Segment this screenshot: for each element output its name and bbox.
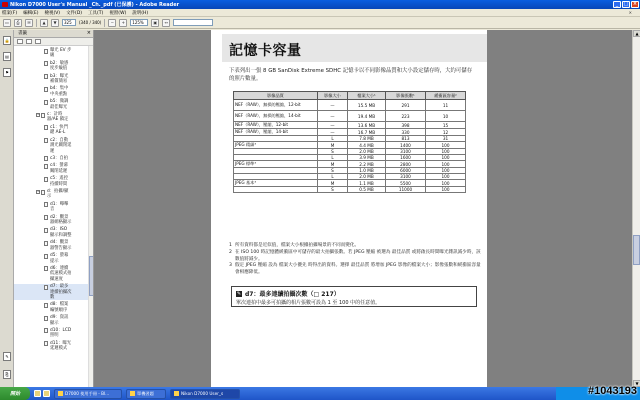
table-cell: M bbox=[318, 180, 348, 187]
table-cell: — bbox=[318, 122, 348, 129]
bookmark-label: d：拍攝/顯示 bbox=[47, 189, 69, 200]
table-row bbox=[234, 122, 466, 129]
bookmark-page-icon bbox=[44, 266, 48, 271]
bookmark-page-icon bbox=[44, 241, 48, 246]
column-header: 檔案大小¹ bbox=[348, 92, 386, 100]
pencil-icon: ✎ bbox=[236, 290, 242, 297]
bookmarks-title: 書籤 bbox=[18, 31, 27, 36]
bookmark-item[interactable] bbox=[14, 61, 93, 72]
table-cell: JPEG 精細³ bbox=[234, 142, 318, 149]
table-cell: 223 bbox=[386, 111, 426, 122]
table-cell: 291 bbox=[386, 100, 426, 111]
document-scrollbar[interactable] bbox=[632, 30, 640, 387]
browser-icon[interactable] bbox=[43, 390, 50, 397]
taskbar-item-label: 單機習題 bbox=[137, 390, 154, 396]
table-cell: 330 bbox=[386, 129, 426, 136]
bookmark-item[interactable] bbox=[14, 86, 93, 97]
footnote-number: 2 bbox=[229, 249, 232, 255]
table-cell: 100 bbox=[426, 149, 466, 155]
bookmark-label: d11：曝光延遲模式 bbox=[50, 340, 72, 352]
footnote bbox=[229, 243, 481, 250]
bookmarks-toolbar bbox=[14, 38, 93, 46]
close-button[interactable]: × bbox=[632, 1, 638, 7]
custom-setting-box bbox=[231, 286, 477, 307]
adobe-reader-icon bbox=[174, 391, 179, 396]
bookmark-item[interactable] bbox=[14, 112, 93, 123]
table-cell: 15.5 MB bbox=[348, 100, 386, 111]
bookmark-item[interactable] bbox=[14, 315, 93, 326]
collapse-icon[interactable]: − bbox=[37, 113, 40, 118]
table-cell: 4.4 MB bbox=[348, 142, 386, 149]
scroll-up-icon[interactable]: ▲ bbox=[633, 30, 640, 37]
zoom-out-icon[interactable]: − bbox=[108, 19, 116, 27]
comment-icon[interactable]: ✎ bbox=[3, 352, 11, 361]
table-cell: M bbox=[318, 142, 348, 149]
bookmark-page-icon bbox=[44, 74, 48, 79]
bookmark-item[interactable] bbox=[14, 266, 93, 282]
bookmark-label: d9：資訊顯示 bbox=[50, 315, 69, 326]
bookmark-page-icon bbox=[44, 215, 48, 220]
bookmark-item[interactable] bbox=[14, 99, 93, 110]
table-cell: 2.2 MB bbox=[348, 161, 386, 168]
bookmark-label: b4：集中中央重點 bbox=[50, 86, 69, 97]
table-cell bbox=[234, 187, 318, 193]
zoom-in-icon[interactable]: + bbox=[119, 19, 127, 27]
bookmark-page-icon bbox=[44, 61, 48, 66]
document-area[interactable] bbox=[94, 30, 632, 387]
table-cell: 10 bbox=[426, 111, 466, 122]
bookmark-page-icon bbox=[44, 100, 48, 105]
taskbar-item-label: D7000 使用手冊 - Bl... bbox=[65, 390, 110, 396]
table-cell: — bbox=[318, 129, 348, 136]
table-cell: 11 bbox=[426, 100, 466, 111]
bookmark-item[interactable] bbox=[14, 163, 93, 174]
bookmark-item[interactable] bbox=[14, 341, 93, 352]
table-cell: L bbox=[318, 136, 348, 142]
open-icon[interactable]: ▭ bbox=[3, 19, 11, 27]
table-cell: JPEG 標準³ bbox=[234, 161, 318, 168]
bookmark-page-icon bbox=[44, 303, 48, 308]
footnote-text: 在 ISO 100 時記憶體緩衝區中可儲存的最大拍攝張數。若 JPEG 壓縮 被選為 最佳品質 或將啟長時間曝光雜訊減少時，該數值將減少。 bbox=[235, 249, 481, 262]
bookmark-label: c：計時器/AE 鎖定 bbox=[47, 112, 69, 123]
column-header: 緩衝區容量² bbox=[426, 92, 466, 100]
bookmark-label: c3：自拍 bbox=[50, 155, 68, 161]
taskbar bbox=[0, 387, 640, 400]
title-bar bbox=[0, 0, 640, 9]
bookmark-label: c4：螢幕關閉延遲 bbox=[50, 163, 68, 174]
bookmark-label: c2：自動測光關閉延遲 bbox=[50, 137, 72, 154]
next-page-icon[interactable]: ▼ bbox=[51, 19, 59, 27]
bookmark-label: d8：檔案編號順序 bbox=[50, 302, 69, 313]
desktop-icon[interactable] bbox=[34, 390, 41, 397]
table-cell: 398 bbox=[386, 122, 426, 129]
table-row bbox=[234, 111, 466, 122]
toolbar bbox=[0, 17, 640, 29]
delete-bookmark-icon[interactable] bbox=[26, 39, 32, 44]
bookmarks-list bbox=[14, 46, 93, 352]
bookmark-options-icon[interactable] bbox=[17, 39, 23, 44]
bookmark-page-icon bbox=[44, 341, 48, 346]
table-cell: 1.0 MB bbox=[348, 168, 386, 174]
table-cell: 16.7 MB bbox=[348, 129, 386, 136]
bookmarks-panel bbox=[14, 30, 94, 387]
table-cell: NEF（RAW），壓縮，14-bit bbox=[234, 129, 318, 136]
footnote-number: 1 bbox=[229, 243, 232, 248]
table-cell: 2.0 MB bbox=[348, 149, 386, 155]
table-row bbox=[234, 180, 466, 187]
folder-icon bbox=[130, 391, 135, 396]
toolbar-separator bbox=[36, 19, 37, 27]
bookmark-label: c5：遙控持續時間 bbox=[50, 176, 68, 187]
bookmark-label: d6：連續低速模式拍攝速度 bbox=[50, 265, 72, 282]
table-cell: 813 bbox=[386, 136, 426, 142]
table-header-row bbox=[234, 92, 466, 100]
menu-view[interactable]: 檢視(V) bbox=[44, 10, 61, 16]
menu-tools[interactable]: 工具(T) bbox=[88, 10, 104, 16]
table-cell: 100 bbox=[426, 161, 466, 168]
table-cell: S bbox=[318, 187, 348, 193]
footnote bbox=[229, 263, 481, 277]
table-cell: 15 bbox=[426, 122, 466, 129]
page-count: (340 / 340) bbox=[79, 20, 102, 25]
bookmark-page-icon bbox=[44, 228, 48, 233]
table-cell: L bbox=[318, 155, 348, 161]
table-cell: 5500 bbox=[386, 180, 426, 187]
column-header: 影像品質 bbox=[234, 92, 318, 100]
table-cell: 13.6 MB bbox=[348, 122, 386, 129]
bookmark-label: b2：敏感度步級值 bbox=[50, 60, 69, 72]
scroll-down-icon[interactable]: ▼ bbox=[633, 380, 640, 387]
bookmark-item[interactable] bbox=[14, 253, 93, 264]
taskbar-item-active[interactable] bbox=[170, 389, 240, 399]
bookmark-item[interactable] bbox=[14, 202, 93, 213]
bookmarks-header bbox=[14, 30, 93, 38]
table-cell: S bbox=[318, 149, 348, 155]
menu-bar bbox=[0, 9, 640, 17]
table-cell: 1.1 MB bbox=[348, 180, 386, 187]
bookmark-page-icon bbox=[44, 316, 48, 321]
table-cell: 100 bbox=[426, 155, 466, 161]
bookmark-item[interactable] bbox=[14, 156, 93, 162]
bookmark-item[interactable] bbox=[14, 125, 93, 136]
collapse-icon[interactable]: − bbox=[37, 190, 40, 195]
table-cell: 11000 bbox=[386, 187, 426, 193]
pages-icon[interactable]: ▤ bbox=[3, 52, 11, 61]
table-cell: 31 bbox=[426, 136, 466, 142]
scrollbar-thumb[interactable] bbox=[633, 235, 640, 265]
table-cell: 100 bbox=[426, 180, 466, 187]
bookmark-page-icon bbox=[44, 138, 48, 143]
bookmark-page-icon bbox=[44, 87, 48, 92]
print-icon[interactable]: ⎙ bbox=[14, 19, 22, 27]
taskbar-item[interactable] bbox=[54, 389, 122, 399]
table-row bbox=[234, 100, 466, 111]
table-cell: 100 bbox=[426, 168, 466, 174]
footnote-text: 假定 JPEG 壓縮 設為 檔案大小優先 時得出的資料。選擇 最佳品質 將增加 JPEG 影像的檔案大小；影像張數和緩衝區容量會相應降低。 bbox=[235, 263, 481, 276]
page-number-input[interactable]: 325 bbox=[62, 19, 76, 26]
bookmark-page-icon bbox=[44, 328, 48, 333]
bookmark-item[interactable] bbox=[14, 227, 93, 238]
table-row bbox=[234, 161, 466, 168]
table-cell: NEF（RAW），壓縮，12-bit bbox=[234, 122, 318, 129]
search-input[interactable] bbox=[173, 19, 213, 26]
bookmark-item[interactable] bbox=[14, 302, 93, 313]
bookmark-item[interactable] bbox=[14, 284, 93, 300]
bookmark-label: b5：微調最佳曝光 bbox=[50, 99, 69, 110]
bookmark-label: b3：曝光補償簡易 bbox=[50, 73, 69, 85]
table-cell: 3100 bbox=[386, 149, 426, 155]
quick-launch bbox=[34, 390, 50, 397]
table-cell: L bbox=[318, 174, 348, 180]
page-title: 記憶卡容量 bbox=[229, 43, 302, 59]
zoom-select[interactable]: 125% bbox=[130, 19, 148, 26]
email-icon[interactable]: ✉ bbox=[25, 19, 33, 27]
bookmark-page-icon bbox=[44, 177, 48, 182]
footnote bbox=[229, 250, 481, 264]
image-id-watermark: #1043193 bbox=[588, 385, 637, 397]
adobe-reader-icon bbox=[2, 2, 8, 7]
page-intro: 下表列出一張 8 GB SanDisk Extreme SDHC 記憶卡以不同影像品質和大小設定儲存時，大約可儲存的照片數量。 bbox=[229, 68, 473, 82]
table-cell: 3100 bbox=[386, 174, 426, 180]
bookmark-page-icon bbox=[44, 202, 48, 207]
bookmark-icon[interactable]: ⚑ bbox=[3, 68, 11, 77]
taskbar-item-label: Nikon D7000 User_s bbox=[181, 391, 224, 396]
bookmark-label: d5：螢幕提示 bbox=[50, 253, 69, 264]
table-cell: 19.4 MB bbox=[348, 111, 386, 122]
bookmark-label: d10：LCD 照明 bbox=[50, 327, 72, 339]
bookmark-item[interactable] bbox=[14, 48, 93, 59]
table-cell: 2800 bbox=[386, 161, 426, 168]
table-cell: 100 bbox=[426, 174, 466, 180]
bookmark-item[interactable] bbox=[14, 74, 93, 85]
table-cell: 3.9 MB bbox=[348, 155, 386, 161]
bookmark-item[interactable] bbox=[14, 176, 93, 187]
bookmark-item[interactable] bbox=[14, 240, 93, 251]
column-header: 影像張數¹ bbox=[386, 92, 426, 100]
bookmark-item[interactable] bbox=[14, 328, 93, 339]
table-cell: 100 bbox=[426, 187, 466, 193]
bookmark-label: d1：嗶嗶音 bbox=[50, 201, 69, 213]
toolbar-separator bbox=[104, 19, 105, 27]
attachment-icon[interactable]: ⎘ bbox=[3, 370, 11, 379]
table-cell: 1600 bbox=[386, 155, 426, 161]
table-cell: M bbox=[318, 161, 348, 168]
table-row bbox=[234, 187, 466, 193]
maximize-button[interactable]: □ bbox=[623, 1, 629, 7]
bookmark-label: d4：觀景器警告顯示 bbox=[50, 240, 72, 251]
bookmark-page-icon bbox=[44, 49, 48, 54]
menu-file[interactable]: 檔案(F) bbox=[2, 10, 18, 16]
taskbar-item[interactable] bbox=[126, 389, 166, 399]
prev-page-icon[interactable]: ▲ bbox=[40, 19, 48, 27]
lock-icon[interactable]: 🔒 bbox=[4, 38, 10, 43]
bookmarks-scrollbar[interactable] bbox=[88, 46, 93, 387]
window-title: Nikon D7000 User's Manual _Ch._pdf (已保護) - Adobe Reader bbox=[10, 2, 180, 8]
table-row bbox=[234, 129, 466, 136]
menu-close-doc[interactable]: ✕ bbox=[628, 10, 632, 15]
table-cell: S bbox=[318, 168, 348, 174]
bookmark-page-icon bbox=[41, 113, 45, 118]
menu-window[interactable]: 視窗(W) bbox=[109, 10, 127, 16]
app-icon bbox=[58, 391, 63, 396]
custom-setting-title: d7：最多連續拍攝次數（□ 217） bbox=[245, 291, 340, 298]
menu-document[interactable]: 文件(D) bbox=[66, 10, 83, 16]
table-cell: NEF（RAW），無損的壓縮，12-bit bbox=[234, 100, 318, 111]
table-cell: NEF（RAW），無損的壓縮，14-bit bbox=[234, 111, 318, 122]
new-bookmark-icon[interactable] bbox=[35, 39, 41, 44]
table-cell: 12 bbox=[426, 129, 466, 136]
capacity-table bbox=[233, 91, 466, 193]
table-cell: 6000 bbox=[386, 168, 426, 174]
footnotes bbox=[229, 243, 481, 277]
bookmark-label: d2：觀景器網格顯示 bbox=[50, 214, 72, 226]
footnote-text: 所有資料都是近似值，檔案大小根據拍攝場景的不同而變化。 bbox=[235, 243, 360, 248]
bookmark-page-icon bbox=[41, 190, 45, 195]
minimize-button[interactable]: _ bbox=[613, 1, 621, 8]
window-controls bbox=[613, 1, 639, 8]
table-cell: JPEG 基本³ bbox=[234, 180, 318, 187]
close-icon[interactable]: × bbox=[86, 30, 91, 36]
table-cell: — bbox=[318, 111, 348, 122]
bookmark-item[interactable] bbox=[14, 138, 93, 154]
table-row bbox=[234, 142, 466, 149]
custom-setting-heading bbox=[236, 289, 340, 298]
bookmark-label: 曝光 EV 步級 bbox=[50, 48, 72, 59]
bookmark-page-icon bbox=[44, 164, 48, 169]
bookmark-page-icon bbox=[44, 125, 48, 130]
footnote-number: 3 bbox=[229, 263, 232, 269]
pdf-page bbox=[211, 30, 487, 387]
table-cell: 100 bbox=[426, 142, 466, 149]
fit-width-icon[interactable]: ↔ bbox=[162, 19, 170, 27]
bookmark-label: d7：最多連續拍攝次數 bbox=[50, 284, 72, 300]
bookmark-label: d3：ISO 顯示和調整 bbox=[50, 227, 72, 238]
bookmark-page-icon bbox=[44, 254, 48, 259]
fit-page-icon[interactable]: ▣ bbox=[151, 19, 159, 27]
bookmark-page-icon bbox=[44, 156, 48, 161]
table-cell: 2.0 MB bbox=[348, 174, 386, 180]
table-cell: 1400 bbox=[386, 142, 426, 149]
table-cell: 0.5 MB bbox=[348, 187, 386, 193]
custom-setting-body: 單次連拍中最多可拍攝的相片張數可設為 1 至 100 中的任意值。 bbox=[236, 300, 381, 306]
menu-help[interactable]: 說明(H) bbox=[132, 10, 149, 16]
bookmark-item[interactable] bbox=[14, 215, 93, 226]
table-cell: 7.8 MB bbox=[348, 136, 386, 142]
bookmark-page-icon bbox=[44, 285, 48, 290]
column-header: 影像大小 bbox=[318, 92, 348, 100]
menu-edit[interactable]: 編輯(E) bbox=[23, 10, 39, 16]
start-button[interactable]: 開始 bbox=[0, 387, 30, 400]
table-cell: — bbox=[318, 100, 348, 111]
navigation-pane bbox=[0, 30, 14, 387]
bookmark-item[interactable] bbox=[14, 189, 93, 200]
bookmark-label: c1：快門鍵 AE-L bbox=[50, 124, 68, 136]
